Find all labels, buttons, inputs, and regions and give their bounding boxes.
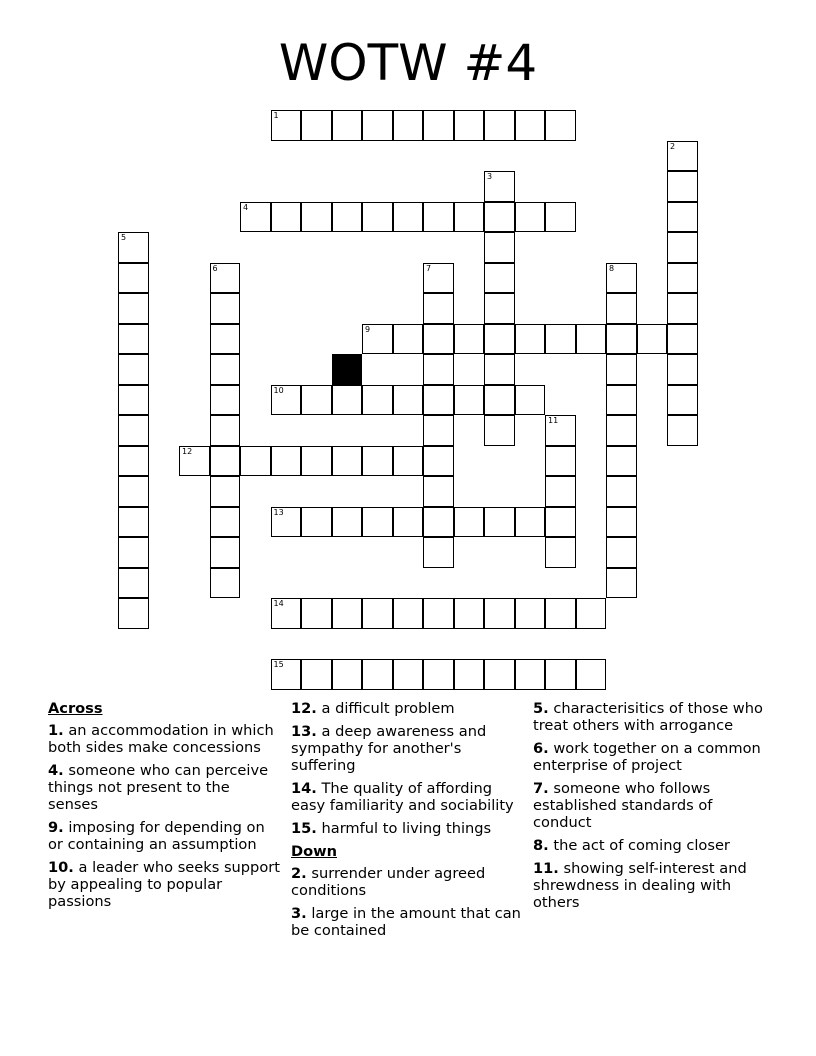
clue-text: a difficult problem	[321, 700, 455, 717]
grid-cell[interactable]	[606, 415, 637, 446]
grid-cell[interactable]	[423, 385, 454, 416]
grid-cell[interactable]	[545, 110, 576, 141]
grid-cell[interactable]	[667, 324, 698, 355]
grid-cell[interactable]	[332, 110, 363, 141]
clue-item	[533, 780, 765, 831]
clue-number-label: 4.	[48, 762, 64, 779]
grid-cell[interactable]	[210, 568, 241, 599]
clue-number-label: 2.	[291, 865, 307, 882]
grid-cell[interactable]	[545, 537, 576, 568]
grid-cell[interactable]	[454, 110, 485, 141]
grid-cell[interactable]	[210, 263, 241, 294]
grid-cell[interactable]	[606, 507, 637, 538]
grid-cell[interactable]	[210, 415, 241, 446]
grid-cell[interactable]	[301, 385, 332, 416]
grid-cell[interactable]	[118, 385, 149, 416]
clue-item	[291, 905, 523, 939]
clue-item	[48, 762, 280, 813]
clue-number: 1	[273, 111, 279, 120]
clue-column-2	[291, 700, 523, 945]
grid-cell[interactable]	[393, 659, 424, 690]
clue-number-label: 10.	[48, 859, 74, 876]
grid-cell[interactable]	[606, 263, 637, 294]
grid-cell[interactable]	[667, 141, 698, 172]
grid-cell[interactable]	[484, 385, 515, 416]
clue-item	[533, 837, 765, 854]
clue-text: work together on a common enterprise of project	[533, 740, 761, 774]
grid-cell[interactable]	[667, 263, 698, 294]
clue-number-label: 3.	[291, 905, 307, 922]
grid-cell[interactable]	[606, 293, 637, 324]
grid-cell[interactable]	[210, 293, 241, 324]
clue-number-label: 14.	[291, 780, 317, 797]
grid-cell[interactable]	[332, 507, 363, 538]
clue-text: imposing for depending on or containing an assumption	[48, 819, 265, 853]
grid-cell[interactable]	[484, 659, 515, 690]
black-square	[332, 354, 363, 385]
grid-cell[interactable]	[576, 598, 607, 629]
grid-cell[interactable]	[515, 659, 546, 690]
grid-cell[interactable]	[118, 476, 149, 507]
grid-cell[interactable]	[484, 110, 515, 141]
grid-cell[interactable]	[210, 476, 241, 507]
grid-cell[interactable]	[301, 598, 332, 629]
grid-cell[interactable]	[332, 385, 363, 416]
grid-cell[interactable]	[362, 598, 393, 629]
grid-cell[interactable]	[637, 324, 668, 355]
grid-cell[interactable]	[271, 110, 302, 141]
grid-cell[interactable]	[423, 324, 454, 355]
grid-cell[interactable]	[332, 598, 363, 629]
grid-cell[interactable]	[362, 659, 393, 690]
grid-cell[interactable]	[118, 354, 149, 385]
clue-item	[291, 865, 523, 899]
grid-cell[interactable]	[210, 354, 241, 385]
grid-cell[interactable]	[210, 324, 241, 355]
clue-number-label: 15.	[291, 820, 317, 837]
grid-cell[interactable]	[423, 598, 454, 629]
grid-cell[interactable]	[362, 110, 393, 141]
grid-cell[interactable]	[545, 415, 576, 446]
clue-number: 15	[273, 660, 284, 669]
grid-cell[interactable]	[118, 263, 149, 294]
grid-cell[interactable]	[301, 507, 332, 538]
grid-cell[interactable]	[606, 385, 637, 416]
grid-cell[interactable]	[667, 202, 698, 233]
grid-cell[interactable]	[484, 598, 515, 629]
grid-cell[interactable]	[484, 293, 515, 324]
clue-text: a deep awareness and sympathy for another's suffering	[291, 723, 487, 774]
grid-cell[interactable]	[454, 385, 485, 416]
grid-cell[interactable]	[271, 598, 302, 629]
grid-cell[interactable]	[118, 293, 149, 324]
grid-cell[interactable]	[393, 324, 424, 355]
grid-cell[interactable]	[118, 507, 149, 538]
grid-cell[interactable]	[454, 598, 485, 629]
grid-cell[interactable]	[423, 659, 454, 690]
grid-cell[interactable]	[484, 354, 515, 385]
grid-cell[interactable]	[362, 385, 393, 416]
clue-item	[48, 722, 280, 756]
grid-cell[interactable]	[210, 507, 241, 538]
grid-cell[interactable]	[393, 507, 424, 538]
grid-cell[interactable]	[423, 263, 454, 294]
grid-cell[interactable]	[515, 385, 546, 416]
grid-cell[interactable]	[423, 354, 454, 385]
grid-cell[interactable]	[484, 263, 515, 294]
grid-cell[interactable]	[393, 202, 424, 233]
clue-text: someone who follows established standards of conduct	[533, 780, 713, 831]
grid-cell[interactable]	[332, 446, 363, 477]
grid-cell[interactable]	[667, 354, 698, 385]
clue-text: harmful to living things	[321, 820, 492, 837]
grid-cell[interactable]	[118, 415, 149, 446]
clue-item	[533, 860, 765, 911]
clue-number-label: 1.	[48, 722, 64, 739]
clue-number: 14	[273, 599, 284, 608]
clue-item	[48, 819, 280, 853]
grid-cell[interactable]	[332, 202, 363, 233]
grid-cell[interactable]	[423, 293, 454, 324]
clue-number-label: 6.	[533, 740, 549, 757]
clue-number: 4	[243, 202, 249, 212]
grid-cell[interactable]	[545, 202, 576, 233]
clue-number: 3	[487, 172, 493, 181]
grid-cell[interactable]	[240, 202, 271, 233]
grid-cell[interactable]	[423, 537, 454, 568]
grid-cell[interactable]	[454, 324, 485, 355]
grid-cell[interactable]	[515, 324, 546, 355]
grid-cell[interactable]	[667, 171, 698, 202]
clue-item	[291, 700, 523, 717]
grid-cell[interactable]	[362, 202, 393, 233]
clue-number-label: 11.	[533, 860, 559, 877]
grid-cell[interactable]	[179, 446, 210, 477]
grid-cell[interactable]	[545, 476, 576, 507]
clue-column-3	[533, 700, 765, 917]
clue-number-label: 9.	[48, 819, 64, 836]
grid-cell[interactable]	[454, 659, 485, 690]
clue-number-label: 8.	[533, 837, 549, 854]
grid-cell[interactable]	[118, 568, 149, 599]
grid-cell[interactable]	[118, 446, 149, 477]
grid-cell[interactable]	[606, 537, 637, 568]
clue-text: large in the amount that can be contained	[291, 905, 521, 939]
grid-cell[interactable]	[271, 202, 302, 233]
clue-item	[291, 723, 523, 774]
clue-text: someone who can perceive things not present to the senses	[48, 762, 269, 813]
grid-cell[interactable]	[393, 446, 424, 477]
grid-cell[interactable]	[484, 202, 515, 233]
grid-cell[interactable]	[271, 446, 302, 477]
grid-cell[interactable]	[301, 110, 332, 141]
grid-cell[interactable]	[240, 446, 271, 477]
grid-cell[interactable]	[393, 110, 424, 141]
clue-item	[48, 859, 280, 910]
grid-cell[interactable]	[484, 171, 515, 202]
puzzle-title: WOTW #4	[278, 34, 538, 92]
clue-column-1	[48, 700, 280, 916]
clue-number-label: 7.	[533, 780, 549, 797]
clue-text: surrender under agreed conditions	[291, 865, 486, 899]
clue-number: 5	[121, 233, 127, 242]
clue-number: 10	[273, 385, 284, 395]
clue-number-label: 12.	[291, 700, 317, 717]
clue-item	[533, 740, 765, 774]
grid-cell[interactable]	[332, 659, 363, 690]
grid-cell[interactable]	[423, 110, 454, 141]
grid-cell[interactable]	[362, 324, 393, 355]
grid-cell[interactable]	[271, 385, 302, 416]
clue-item	[291, 780, 523, 814]
grid-cell[interactable]	[454, 507, 485, 538]
grid-cell[interactable]	[454, 202, 485, 233]
grid-cell[interactable]	[484, 324, 515, 355]
grid-cell[interactable]	[515, 110, 546, 141]
clue-number: 11	[548, 416, 559, 425]
grid-cell[interactable]	[667, 293, 698, 324]
grid-cell[interactable]	[210, 446, 241, 477]
clue-text: an accommodation in which both sides make concessions	[48, 722, 274, 756]
grid-cell[interactable]	[545, 324, 576, 355]
grid-cell[interactable]	[301, 202, 332, 233]
clue-text: characterisitics of those who treat others with arrogance	[533, 700, 763, 734]
grid-cell[interactable]	[301, 659, 332, 690]
grid-cell[interactable]	[545, 659, 576, 690]
grid-cell[interactable]	[118, 598, 149, 629]
grid-cell[interactable]	[118, 537, 149, 568]
clue-number: 13	[273, 507, 284, 517]
grid-cell[interactable]	[210, 385, 241, 416]
grid-cell[interactable]	[423, 476, 454, 507]
clue-item	[533, 700, 765, 734]
clue-text: The quality of affording easy familiarity and sociability	[291, 780, 514, 814]
clue-number: 6	[212, 263, 218, 273]
grid-cell[interactable]	[515, 202, 546, 233]
grid-cell[interactable]	[606, 354, 637, 385]
clue-number-label: 13.	[291, 723, 317, 740]
grid-cell[interactable]	[362, 446, 393, 477]
grid-cell[interactable]	[423, 446, 454, 477]
grid-cell[interactable]	[484, 507, 515, 538]
grid-cell[interactable]	[667, 232, 698, 263]
grid-cell[interactable]	[484, 232, 515, 263]
grid-cell[interactable]	[606, 476, 637, 507]
grid-cell[interactable]	[606, 568, 637, 599]
clue-number: 2	[670, 141, 676, 151]
clue-number: 9	[365, 324, 371, 334]
grid-cell[interactable]	[545, 446, 576, 477]
grid-cell[interactable]	[118, 232, 149, 263]
clue-number: 12	[182, 446, 193, 456]
grid-cell[interactable]	[606, 446, 637, 477]
grid-cell[interactable]	[606, 324, 637, 355]
grid-cell[interactable]	[393, 598, 424, 629]
grid-cell[interactable]	[301, 446, 332, 477]
grid-cell[interactable]	[362, 507, 393, 538]
clue-section-heading: Across	[48, 700, 103, 717]
clue-number: 8	[609, 263, 615, 273]
grid-cell[interactable]	[393, 385, 424, 416]
grid-cell[interactable]	[667, 385, 698, 416]
grid-cell[interactable]	[423, 507, 454, 538]
clue-text: the act of coming closer	[553, 837, 730, 854]
grid-cell[interactable]	[545, 598, 576, 629]
grid-cell[interactable]	[576, 324, 607, 355]
grid-cell[interactable]	[484, 415, 515, 446]
clue-text: a leader who seeks support by appealing to popular passions	[48, 859, 280, 910]
grid-cell[interactable]	[118, 324, 149, 355]
grid-cell[interactable]	[271, 507, 302, 538]
clue-item	[291, 820, 523, 837]
grid-cell[interactable]	[545, 507, 576, 538]
grid-cell[interactable]	[423, 202, 454, 233]
grid-cell[interactable]	[667, 415, 698, 446]
clue-number: 7	[426, 263, 432, 273]
grid-cell[interactable]	[515, 598, 546, 629]
grid-cell[interactable]	[210, 537, 241, 568]
grid-cell[interactable]	[271, 659, 302, 690]
clue-section-heading: Down	[291, 843, 338, 860]
grid-cell[interactable]	[576, 659, 607, 690]
grid-cell[interactable]	[515, 507, 546, 538]
clue-text: showing self-interest and shrewdness in dealing with others	[533, 860, 747, 911]
grid-cell[interactable]	[423, 415, 454, 446]
clue-number-label: 5.	[533, 700, 549, 717]
